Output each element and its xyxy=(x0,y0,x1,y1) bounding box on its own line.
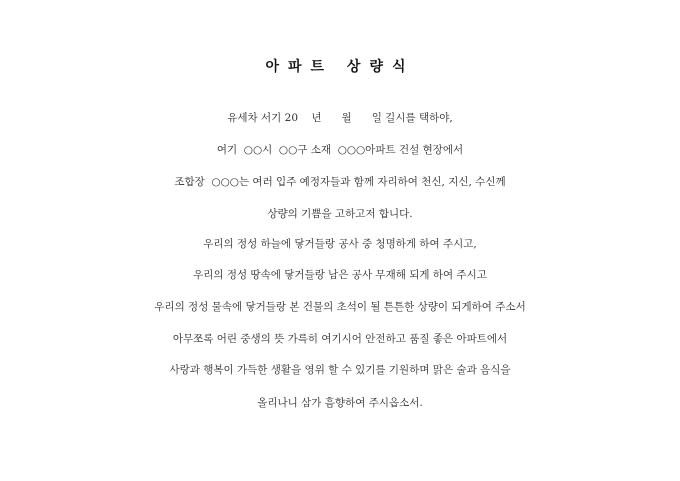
text-line-9: 사랑과 행복이 가득한 생활을 영위 할 수 있기를 기원하며 맑은 술과 음식을 xyxy=(169,364,511,376)
text-line-6: 우리의 정성 땅속에 닿거들랑 남은 공사 무재해 되게 하여 주시고 xyxy=(193,269,487,281)
document-title: 아파트 상량식 xyxy=(265,59,415,75)
text-line-1: 유세차 서기 20 년 월 일 길시를 택하야, xyxy=(227,112,453,124)
text-line-5: 우리의 정성 하늘에 닿거들랑 공사 중 청명하게 하여 주시고, xyxy=(203,238,477,250)
text-line-3: 조합장 ○○○는 여러 입주 예정자들과 함께 자리하여 천신, 지신, 수신께 xyxy=(174,176,506,188)
text-line-4: 상량의 기쁨을 고하고저 합니다. xyxy=(267,208,413,220)
text-line-10: 올리나니 삼가 흠향하여 주시옵소서. xyxy=(257,397,423,409)
text-line-2: 여기 ○○시 ○○구 소재 ○○○아파트 건설 현장에서 xyxy=(216,144,464,156)
text-line-7: 우리의 정성 물속에 닿거들랑 본 건물의 초석이 될 튼튼한 상량이 되게하여 주소서 xyxy=(154,301,526,313)
text-line-8: 아무쪼록 어린 중생의 뜻 가륵히 여기시어 안전하고 품질 좋은 아파트에서 xyxy=(172,333,508,345)
